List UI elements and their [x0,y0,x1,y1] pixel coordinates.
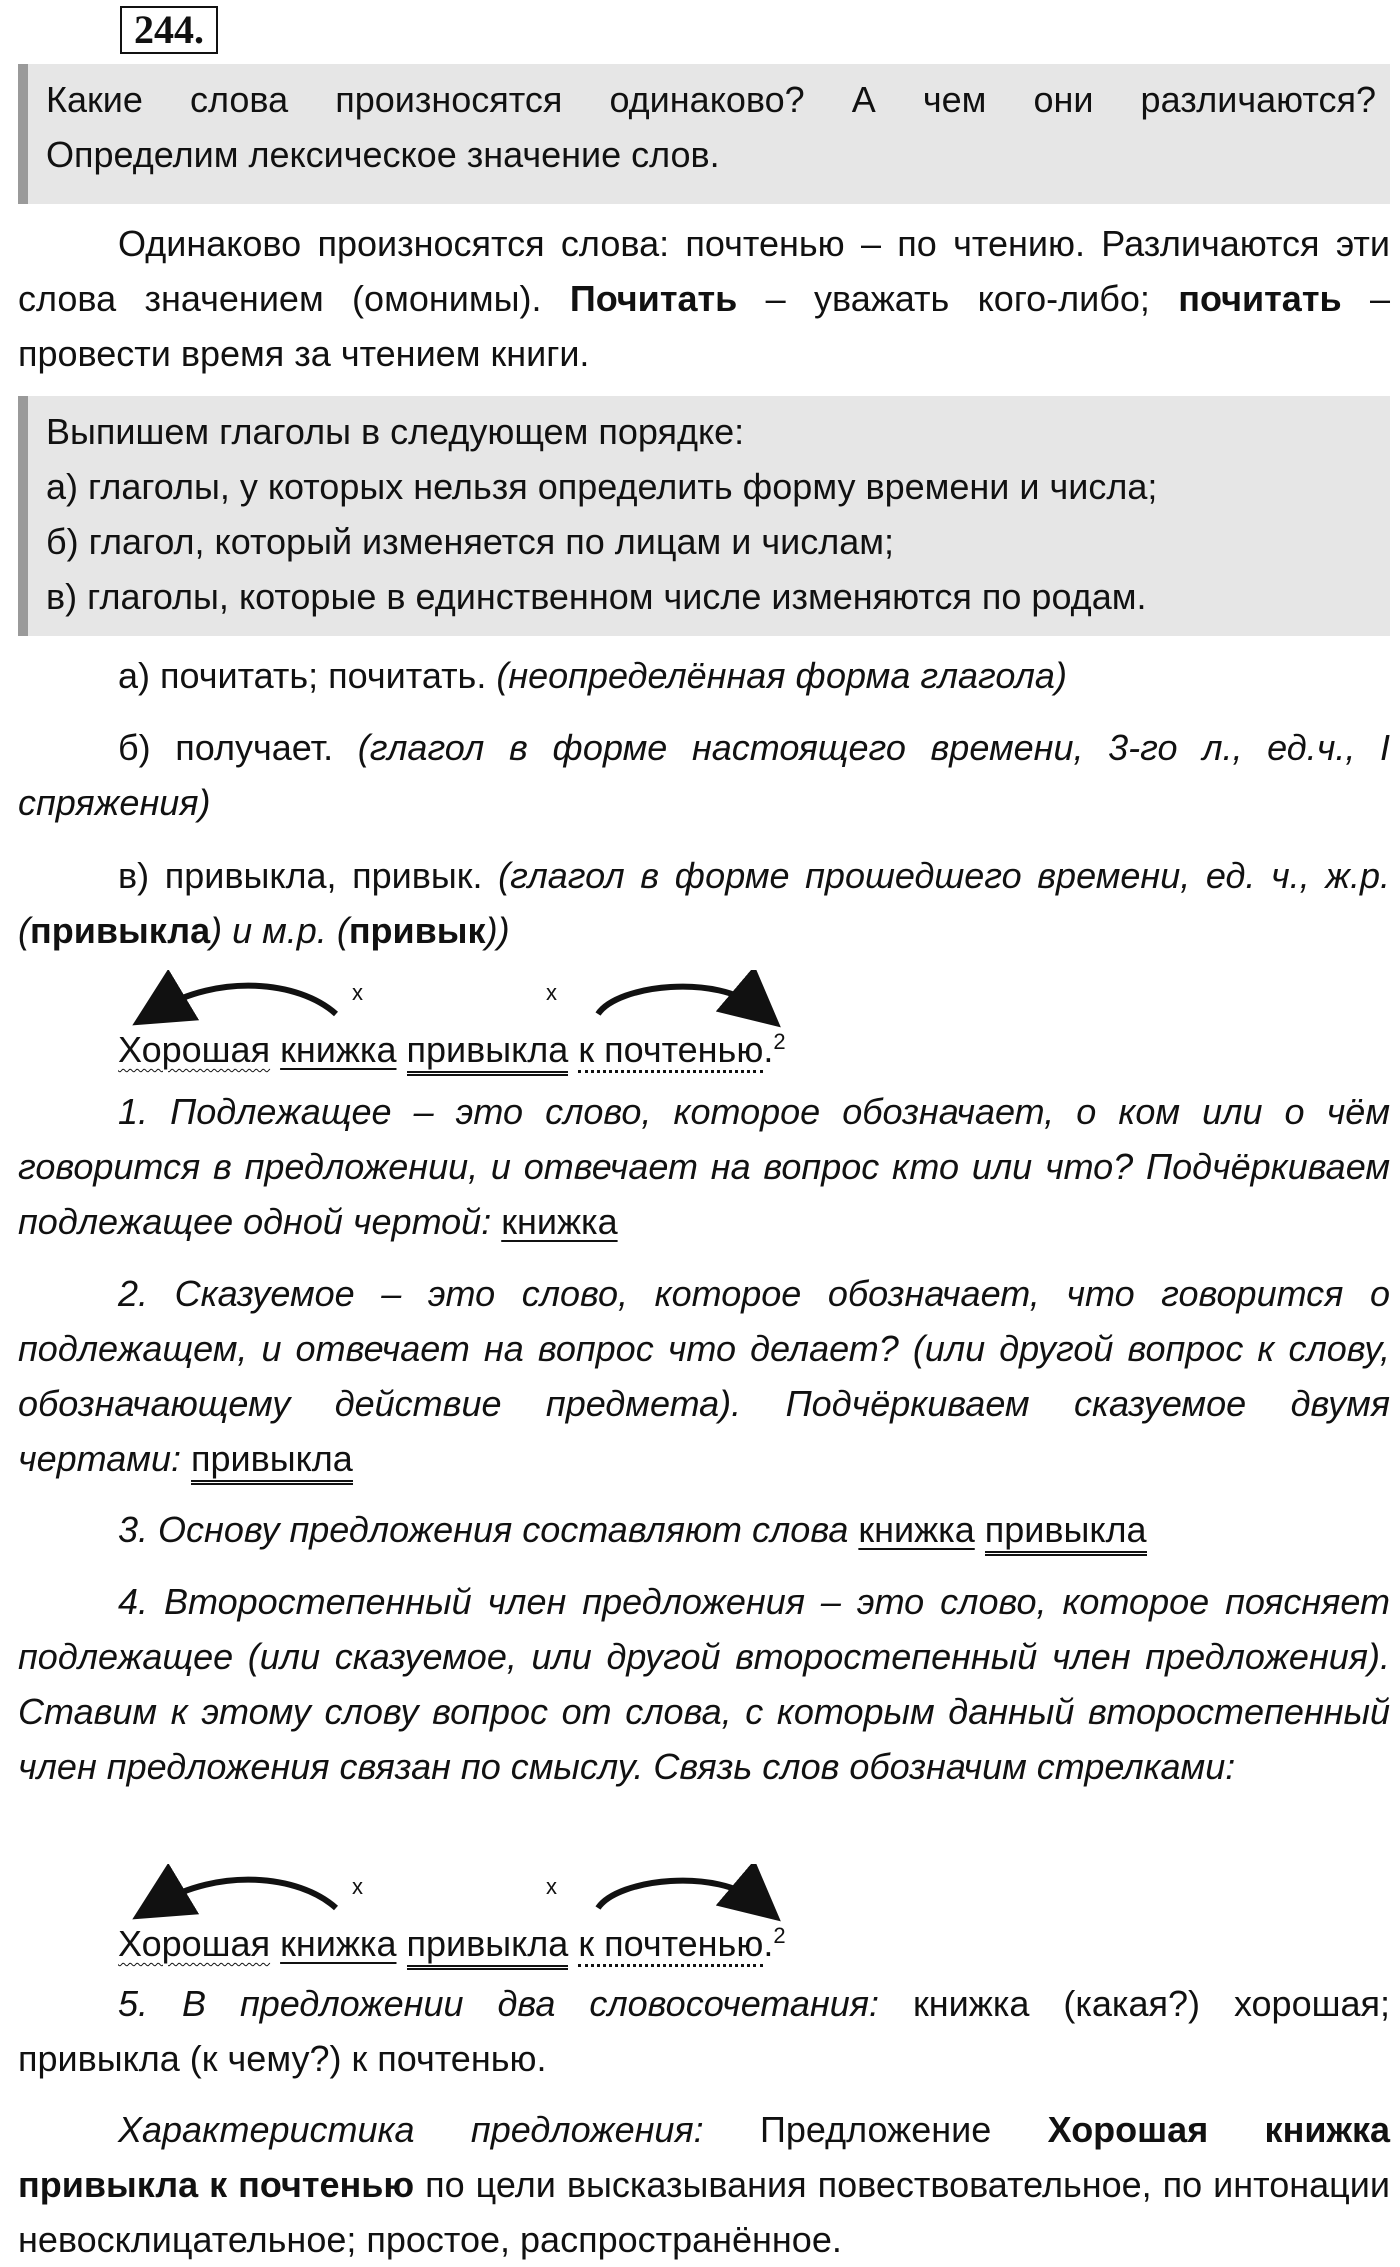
scheme-1-arrow-left [158,986,336,1014]
question-block-2 [18,396,1390,636]
paragraph-5 [18,1976,1390,2086]
task-number: 244. [120,6,218,54]
scheme-1-word-4: к [578,1029,595,1070]
scheme-2-x-1: x [352,1874,363,1899]
scheme-1-x-1: x [352,980,363,1005]
scheme-1-x-2: x [546,980,557,1005]
scheme-2-period: . [763,1923,774,1964]
paragraph-2 [18,1266,1390,1486]
answer-c-bold-1: привыкла [30,910,211,951]
answer-b [18,720,1390,830]
paragraph-3-text: 3. Основу предложения составляют слова [118,1509,859,1550]
paragraph-3-word-1: книжка [858,1509,975,1550]
paragraph-6-text-1: Предложение [703,2109,1048,2150]
question-2-line-2: а) глаголы, у которых нельзя определить форму времени и числа; [46,466,1158,507]
answer-a-note: (неопределённая форма глагола) [496,655,1067,696]
question-2-line-1: Выпишем глаголы в следующем порядке: [46,411,745,452]
answer-b-words: б) получает. [118,727,358,768]
answer-c-words: в) привыкла, привык. [118,855,499,896]
paragraph-6-text-2: по цели высказывания повествовательное, по интонации невосклицательное; простое, распространённое. [18,2164,1391,2260]
scheme-2-sup: 2 [773,1923,786,1948]
scheme-1-word-1: Хорошая [118,1029,271,1070]
question-1-line-2: Определим лексическое значение слов. [46,134,720,175]
scheme-2-sentence [118,1908,786,1971]
answer-b-note: (глагол в форме настоящего времени, 3-го л., ед.ч., I спряжения) [18,727,1390,823]
answer-c-note-3: )) [485,910,510,951]
sentence-scheme-2 [18,1864,1390,1964]
answer-a-words: а) почитать; почитать. [118,655,497,696]
paragraph-2-word: привыкла [191,1438,353,1485]
question-1-line-1: Какие слова произносятся одинаково? А чем они различаются? [46,79,1376,120]
paragraph-6-italic: Характеристика предложения: [118,2109,704,2150]
paragraph-1-word: книжка [501,1201,618,1242]
scheme-1-word-3: привыкла [407,1029,569,1076]
scheme-1-word-5: почтенью [604,1029,764,1070]
answer-a [18,648,1390,703]
answer-1-text-3: – провести время за чтением книги. [18,278,1390,374]
scheme-1-object [578,1029,763,1073]
paragraph-3 [18,1502,1390,1557]
scheme-1-sentence [118,1014,786,1077]
scheme-1-word-2: книжка [280,1029,397,1070]
answer-1-text: Одинаково произносятся слова: почтенью – по чтению. Различаются эти слова значением (омонимы). [18,223,1390,319]
paragraph-6 [18,2102,1390,2267]
answer-c-bold-2: привык [348,910,486,951]
paragraph-1 [18,1084,1390,1249]
scheme-2-arrow-left [158,1880,336,1908]
answer-1-bold-1: Почитать [569,278,738,319]
scheme-2-object [578,1923,763,1967]
answer-1-text-2: – уважать кого-либо; [737,278,1179,319]
question-2-line-4: в) глаголы, которые в единственном числе изменяются по родам. [46,576,1147,617]
answer-c-note-1: (глагол в форме прошедшего времени, ед. ч., ж.р. ( [18,855,1391,951]
paragraph-5-text: книжка (какая?) хорошая; привыкла (к чему?) к почтенью. [18,1983,1390,2079]
scheme-2-word-5: почтенью [604,1923,764,1964]
paragraph-5-italic: 5. В предложении два словосочетания: [118,1983,880,2024]
scheme-1-sup: 2 [773,1029,786,1054]
paragraph-1-text: 1. Подлежащее – это слово, которое обозначает, о ком или о чём говорится в предложении, и отвечает на вопрос кто или что? Подчёркиваем подлежащее одной чертой: [18,1091,1390,1242]
paragraph-6-bold: Хорошая книжка привыкла к почтенью [18,2109,1391,2205]
paragraph-2-text: 2. Сказуемое – это слово, которое обозначает, что говорится о подлежащем, и отвечает на вопрос что делает? (или другой вопрос к слову, обозначающему действие предмета). Подчёркиваем сказуемое двумя чертами: [18,1273,1390,1479]
paragraph-3-word-2: привыкла [985,1509,1147,1556]
scheme-2-x-2: x [546,1874,557,1899]
question-2-line-3: б) глагол, который изменяется по лицам и числам; [46,521,895,562]
scheme-1-period: . [763,1029,774,1070]
scheme-2-word-3: привыкла [407,1923,569,1970]
answer-1 [18,216,1390,381]
question-block-1 [18,64,1390,204]
answer-1-bold-2: почитать [1178,278,1342,319]
scheme-2-word-2: книжка [280,1923,397,1964]
paragraph-4: 4. Второстепенный член предложения – это слово, которое поясняет подлежащее (или сказуемое, или другой второстепенный член предложения). Ставим к этому слову вопрос от слова, с которым данный второстепенный член предложения связан по смыслу. Связь слов обозначим стрелками: [18,1581,1390,1787]
scheme-2-arrow-right [598,1881,758,1908]
scheme-2-word-1: Хорошая [118,1923,271,1964]
answer-c [18,848,1390,958]
scheme-2-word-4: к [578,1923,595,1964]
answer-c-note-2: ) и м.р. ( [210,910,349,951]
scheme-1-arrow-right [598,987,758,1014]
sentence-scheme-1 [18,970,1390,1070]
